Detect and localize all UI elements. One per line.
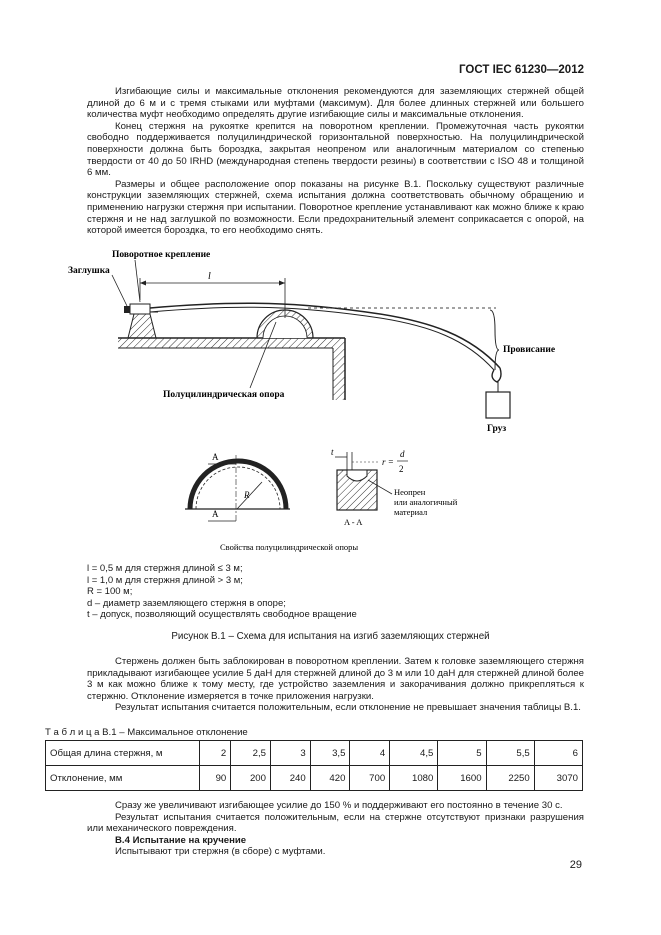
table-cell: 3070	[534, 766, 582, 791]
neoprene-label: материал	[394, 507, 428, 517]
plug-label: Заглушка	[68, 266, 110, 276]
paragraph: Испытывают три стержня (в сборе) с муфтами.	[115, 846, 326, 858]
table-caption-prefix: Т а б л и ц а	[45, 727, 100, 738]
paragraph: Результат испытания считается положительным, если на стержне отсутствуют признаки разрушения или механического повреждения.	[87, 811, 584, 835]
support-section-aa	[331, 447, 458, 527]
document-standard-header: ГОСТ IEC 61230—2012	[459, 64, 584, 76]
table-cell: 4,5	[390, 741, 438, 766]
support-detail-front	[185, 452, 290, 522]
paragraph: Размеры и общее расположение опор показаны на рисунке В.1. Поскольку существуют различные конструкции заземляющих стержней, схема испытания должна соответствовать обычному обращению и применению нагрузки стержня при испытании. Поворотное крепление устанавливают как можно ближе к краю стержня и не над заглушкой по возможности. Если предохранительный элемент соприкасается с опорой, на которой имеется бороздка, то его необходимо снять.	[87, 178, 584, 237]
weight	[486, 382, 510, 418]
r-formula-lhs: r =	[382, 457, 394, 467]
pivot-label: Поворотное крепление	[112, 250, 211, 260]
table-caption	[45, 727, 248, 738]
table-caption-title: В.1 – Максимальное отклонение	[102, 727, 248, 738]
section-mark-top: A	[212, 452, 219, 462]
table-cell: 3,5	[310, 741, 350, 766]
table-row	[46, 766, 583, 791]
pivot-mount	[124, 304, 158, 338]
table-cell: 90	[200, 766, 231, 791]
table-cell: 4	[350, 741, 390, 766]
table-cell: 200	[231, 766, 271, 791]
legend-item: d – диаметр заземляющего стержня в опоре;	[87, 597, 286, 609]
table-cell: 420	[310, 766, 350, 791]
table-cell: 240	[270, 766, 310, 791]
section-label: A - A	[344, 517, 363, 527]
bending-test-figure	[0, 240, 661, 558]
table-row	[46, 741, 583, 766]
table-cell: 5	[438, 741, 486, 766]
weight-label: Груз	[487, 424, 507, 434]
figure-legend	[87, 563, 357, 621]
paragraph: Результат испытания считается положительным, если отклонение не превышает значения таблицы В.1.	[115, 702, 581, 714]
row-header: Отклонение, мм	[46, 766, 200, 791]
neoprene-label: Неопрен	[394, 487, 426, 497]
earthing-rod	[150, 303, 500, 368]
max-deflection-table	[45, 740, 583, 791]
radius-label: R	[244, 490, 250, 500]
r-formula-den: 2	[399, 464, 404, 474]
paragraph: Конец стержня на рукоятке крепится на поворотном креплении. Промежуточная часть рукоятки свободно поддерживается полуцилиндрической горизонтальной поверхностью. На полуцилиндрической поверхности должна быть бороздка, закрытая неопреном или аналогичным материалом со степенью твердости от 40 до 50 IRHD (международная степень твердости резины) в соответствии с ISO 48 и толщиной 6 мм.	[87, 120, 584, 179]
support-label: Полуцилиндрическая опора	[163, 390, 285, 400]
page-number: 29	[569, 859, 582, 871]
legend-item: l = 1,0 м для стержня длиной > 3 м;	[87, 574, 243, 586]
support-properties-caption: Свойства полуцилиндрической опоры	[220, 542, 359, 552]
table-cell: 700	[350, 766, 390, 791]
section-mark-bottom: A	[212, 509, 219, 519]
table-cell: 2250	[486, 766, 534, 791]
paragraph: Изгибающие силы и максимальные отклонения рекомендуются для заземляющих стержней общей длиной до 6 м и с тремя стыками или муфтами (максимум). Для более длинных стержней или большего количества муфт необходимо определять другие изгибающие силы и максимальные отклонения.	[87, 86, 584, 121]
row-header: Общая длина стержня, м	[46, 741, 200, 766]
paragraph: Сразу же увеличивают изгибающее усилие до 150 % и поддерживают его постоянно в течение 30 с.	[115, 800, 563, 811]
section-heading: В.4 Испытание на кручение	[115, 834, 247, 846]
length-label: l	[208, 271, 211, 282]
legend-item: R = 100 м;	[87, 586, 133, 598]
legend-item: l = 0,5 м для стержня длиной ≤ 3 м;	[87, 563, 243, 574]
table-cell: 2,5	[231, 741, 271, 766]
figure-caption: Рисунок В.1 – Схема для испытания на изгиб заземляющих стержней	[171, 631, 490, 642]
intro-text	[87, 86, 584, 237]
legend-item: t – допуск, позволяющий осуществлять свободное вращение	[87, 609, 357, 621]
table-cell: 1600	[438, 766, 486, 791]
table-cell: 1080	[390, 766, 438, 791]
tolerance-label: t	[331, 447, 334, 457]
table-cell: 6	[534, 741, 582, 766]
after-table-text	[87, 800, 584, 858]
paragraph: Стержень должен быть заблокирован в поворотном креплении. Затем к головке заземляющего стержня прикладывают изгибающее усилие 5 даН для стержней длиной до 3 м или 10 даН для стержней длиной более 3 м как можно ближе к тому месту, где устройство заземления и закорачивания должно прикрепляться к стержню. Отклонение измеряется в точке приложения нагрузки.	[87, 656, 584, 702]
table-cell: 5,5	[486, 741, 534, 766]
table-cell: 3	[270, 741, 310, 766]
sag-label: Провисание	[503, 345, 556, 355]
r-formula-num: d	[400, 449, 405, 459]
table-cell: 2	[200, 741, 231, 766]
neoprene-label: или аналогичный	[394, 497, 458, 507]
after-figure-text	[87, 656, 584, 714]
